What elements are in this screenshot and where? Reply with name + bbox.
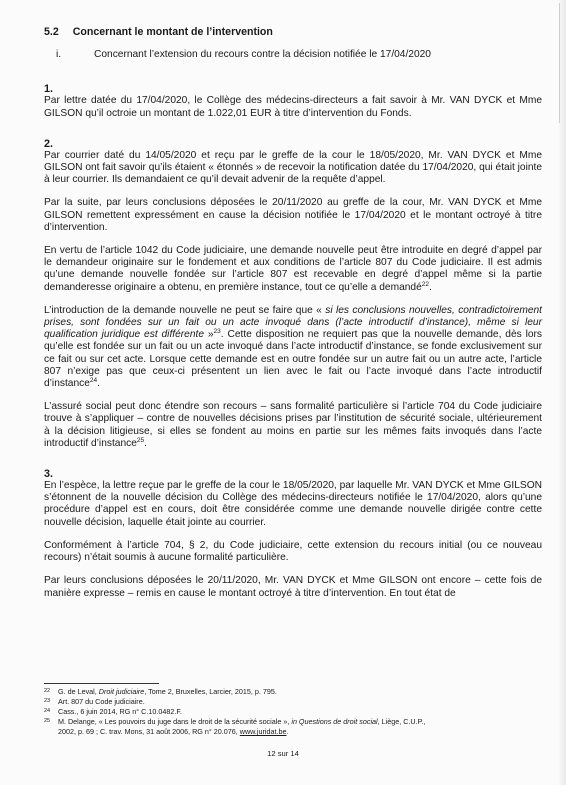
paragraph: Par lettre datée du 17/04/2020, le Collège des médecins-directeurs a fait savoir à Mr. VAN DYCK et Mme GILSON qu’il octroie un montant de 1.022,01 EUR à titre d’intervention du Fonds. — [44, 95, 542, 119]
footnote-ref: 22 — [421, 280, 429, 288]
footnote-number: 24 — [44, 708, 51, 714]
paragraph: Par courrier daté du 14/05/2020 et reçu par le greffe de la cour le 18/05/2020, Mr. VAN DYCK et Mme GILSON ont fait savoir qu’ils étaient « étonnés » de recevoir la notification datée du 17/04/2020, qui était jointe à leur courrier. Ils demandaient ce qu’il devait advenir de la requête d’appel. — [44, 149, 542, 186]
footnote-text: , Tome 2, Bruxelles, Larcier, 2015, p. 795. — [144, 687, 277, 696]
paragraph: L’assuré social peut donc étendre son recours – sans formalité particulière si l’article 704 du Code judiciaire trouve à s’appliquer – contre de nouvelles décisions prises par l’institution de sécurité sociale, ultérieurement à la décision litigieuse, si elles se fondent au moins en partie sur les mêmes faits invoqués dans l’acte introductif d’instance$^{25}$. — [44, 401, 542, 449]
footnote — [44, 687, 542, 697]
footnote-italic: Droit judiciaire — [98, 687, 145, 696]
point-number-2: 2. — [44, 137, 54, 150]
paragraph: Par leurs conclusions déposées le 20/11/2020, Mr. VAN DYCK et Mme GILSON ont encore – cette fois de manière expresse – remis en cause le montant octroyé à titre d’intervention. En tout état de — [44, 575, 542, 599]
subsection-title: Concernant l’extension du recours contre la décision notifiée le 17/04/2020 — [94, 49, 431, 61]
footnote — [44, 697, 542, 707]
juridat-link[interactable]: www.juridat.be — [239, 727, 287, 736]
paragraph: L’introduction de la demande nouvelle ne peut se faire que « si les conclusions nouvelles, contradictoirement prises, sont fondées sur un fait ou un acte invoqué dans (l’acte introductif d’instance), même si leur qualification juridique est différente »$^{23}$. Cette disposition ne requiert pas que la nouvelle demande, dès lors qu’elle est fondée sur un fait ou un acte invoqué dans l’acte introductif d’instance, se fonde exclusivement sur ce fait ou sur cet acte. Lorsque cette demande est en outre fondée sur un autre fait ou un autre acte, l’article 807 n’exige pas que ceux-ci présentent un lien avec le fait ou l’acte invoqué dans l’acte introductif d’instance$^{24}$. — [44, 304, 543, 390]
subsection-numeral-wrap — [44, 49, 94, 61]
footnote-text: Cass., 6 juin 2014, RG n° C.10.0482.F. — [58, 707, 182, 716]
paragraph-text: L’introduction de la demande nouvelle ne peut se faire que « — [44, 304, 326, 316]
point-number-1: 1. — [44, 83, 54, 96]
footnote-ref: 23 — [213, 328, 221, 336]
subsection-numeral: i. — [56, 49, 62, 61]
paragraph: Conformément à l’article 704, § 2, du Code judiciaire, cette extension du recours initial (ou ce nouveau recours) n’était soumis à aucune formalité particulière. — [44, 539, 542, 564]
page-body — [44, 26, 542, 611]
paragraph-text: . Cette disposition ne requiert pas que la nouvelle demande, dès lors qu’elle est fondée sur un fait ou un acte invoqué dans l’acte introductif d’instance, se fonde exclusivement sur ce fait ou sur cet acte. Lorsque cette demande est en outre fondée sur un autre fait ou un autre acte, l’article 807 n’exige pas que ceux-ci présentent un lien avec le fait ou l’acte invoqué dans l’acte introductif d’instance — [44, 329, 543, 390]
footnote-text: M. Delange, « Les pouvoirs du juge dans le droit de la sécurité sociale », — [58, 717, 292, 726]
footnote-number: 22 — [44, 688, 51, 694]
footnote-ref: 25 — [136, 436, 145, 444]
paragraph-text: L’assuré social peut donc étendre son recours – sans formalité particulière si l’article 704 du Code judiciaire trouve à s’appliquer – contre de nouvelles décisions prises par l’institution de sécurité sociale, ultérieurement à la décision litigieuse, si elles se fondent au moins en partie sur les mêmes faits invoqués dans l’acte introductif d’instance — [44, 401, 542, 449]
paragraph: En l’espèce, la lettre reçue par le greffe de la cour le 18/05/2020, par laquelle Mr. VAN DYCK et Mme GILSON s’étonnent de la nouvelle décision du Collège des médecins-directeurs notifiée le 17/04/2020, alors qu’une procédure d’appel est en cours, doit être considérée comme une demande nouvelle dirigée contre cette nouvelle décision, laquelle était jointe au courrier. — [44, 480, 542, 528]
footnote-text: . — [286, 727, 289, 736]
quoted-italic-text: si les conclusions nouvelles, contradictoirement prises, sont fondées sur un fait ou un acte invoqué dans (l’acte introductif d’instance), même si leur qualification juridique est différente — [44, 304, 543, 341]
footnote-ref: 24 — [89, 377, 98, 385]
footnote-text: Art. 807 du Code judiciaire. — [58, 697, 145, 706]
footnote-continuation — [44, 727, 289, 736]
paragraph: En vertu de l’article 1042 du Code judiciaire, une demande nouvelle peut être introduite en degré d’appel par le demandeur originaire sur le fondement et aux conditions de l’article 807 du Code judiciaire. Il est admis qu’une demande nouvelle fondée sur l’article 807 est recevable en degré d’appel même si la partie demanderesse originaire a obtenu, en première instance, tout ce qu’elle a demandé$^{22}$. — [44, 245, 542, 293]
paragraph-text: En vertu de l’article 1042 du Code judiciaire, une demande nouvelle peut être introduite en degré d’appel par le demandeur originaire sur le fondement et aux conditions de l’article 807 du Code judiciaire. Il est admis qu’une demande nouvelle fondée sur l’article 807 est recevable en degré d’appel même si la partie demanderesse originaire a obtenu, en première instance, tout ce qu’elle a demandé — [44, 245, 542, 293]
paragraph-text: » — [204, 329, 214, 341]
section-number: 5.2 — [44, 26, 59, 38]
footnote-separator — [44, 683, 159, 684]
footnote-text: G. de Leval, — [58, 687, 99, 696]
footnote-number: 25 — [44, 718, 51, 724]
footnotes — [44, 683, 542, 737]
footnote-italic: in Questions de droit social — [291, 717, 378, 726]
point-number-3: 3. — [44, 468, 54, 481]
footnote-text: , Liège, C.U.P., — [377, 717, 426, 726]
section-heading — [44, 26, 542, 38]
scan-mark — [559, 3, 560, 123]
subsection-heading — [44, 49, 542, 61]
footnote-number: 23 — [44, 698, 51, 704]
footnote-text: 2002, p. 69 ; C. trav. Mons, 31 août 2006, RG n° 20.076, — [58, 727, 240, 736]
page-number: 12 sur 14 — [267, 749, 299, 758]
paragraph: Par la suite, par leurs conclusions déposées le 20/11/2020 au greffe de la cour, Mr. VAN DYCK et Mme GILSON remettent expressément en cause la décision notifiée le 17/04/2020 et le montant octroyé à titre d’intervention. — [44, 197, 542, 233]
section-title: Concernant le montant de l’intervention — [72, 26, 273, 38]
footnote — [44, 717, 542, 727]
footnote — [44, 707, 542, 717]
